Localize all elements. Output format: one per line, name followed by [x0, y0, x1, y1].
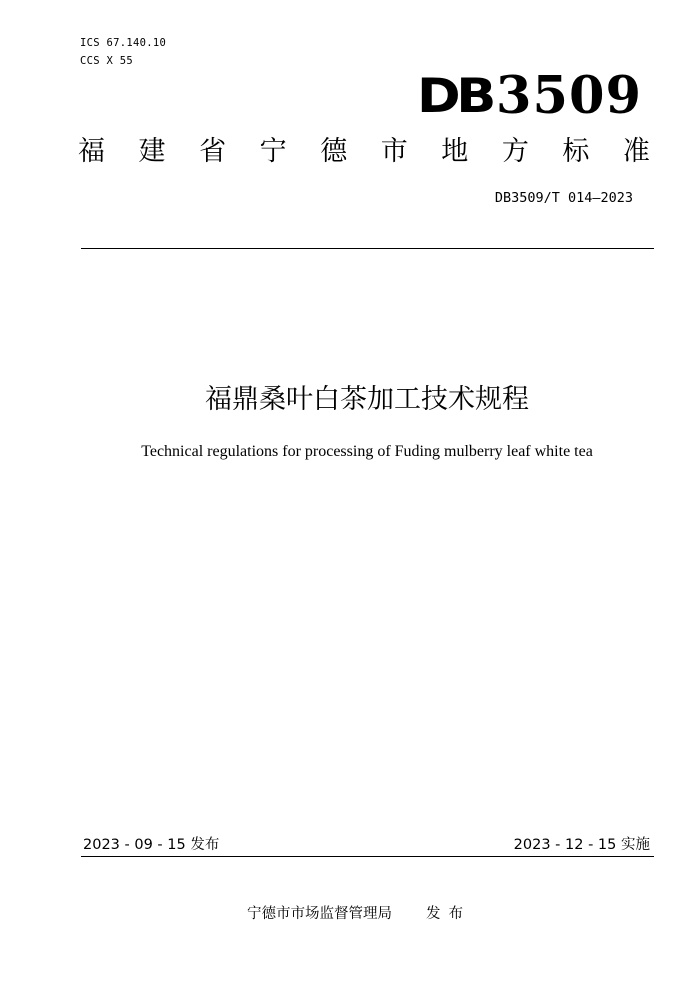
- ccs-code: CCS X 55: [80, 55, 133, 67]
- standard-type-char: 建: [138, 136, 166, 167]
- db-logo: [417, 66, 642, 126]
- top-divider: [81, 248, 654, 249]
- standard-type-char: 福: [78, 136, 105, 167]
- standard-number: DB3509/T 014—2023: [494, 190, 633, 206]
- standard-type-char: 地: [441, 136, 469, 167]
- standard-type-char: 准: [622, 136, 650, 167]
- db-logo-prefix: DB: [417, 68, 493, 124]
- publisher-line: [0, 904, 700, 924]
- standard-type-char: 宁: [259, 136, 287, 167]
- standard-type-char: 省: [199, 136, 227, 167]
- title-english: Technical regulations for processing of Fuding mulberry leaf white tea: [141, 443, 593, 460]
- publisher-name: 宁德市市场监督管理局: [247, 906, 392, 922]
- db-logo-number: 3509: [496, 66, 642, 126]
- standard-type-char: 方: [501, 136, 529, 167]
- implementation-date: 2023 - 12 - 15 实施: [513, 837, 650, 853]
- standard-type-heading: [78, 132, 650, 172]
- publish-label: 发布: [426, 906, 471, 922]
- bottom-divider: [81, 856, 654, 857]
- ics-code: ICS 67.140.10: [80, 37, 167, 49]
- standard-type-char: 市: [380, 136, 408, 167]
- standard-type-char: 标: [562, 136, 590, 167]
- title-chinese: 福鼎桑叶白茶加工技术规程: [205, 384, 529, 415]
- standard-type-char: 德: [320, 136, 348, 167]
- issue-date: 2023 - 09 - 15 发布: [83, 837, 220, 853]
